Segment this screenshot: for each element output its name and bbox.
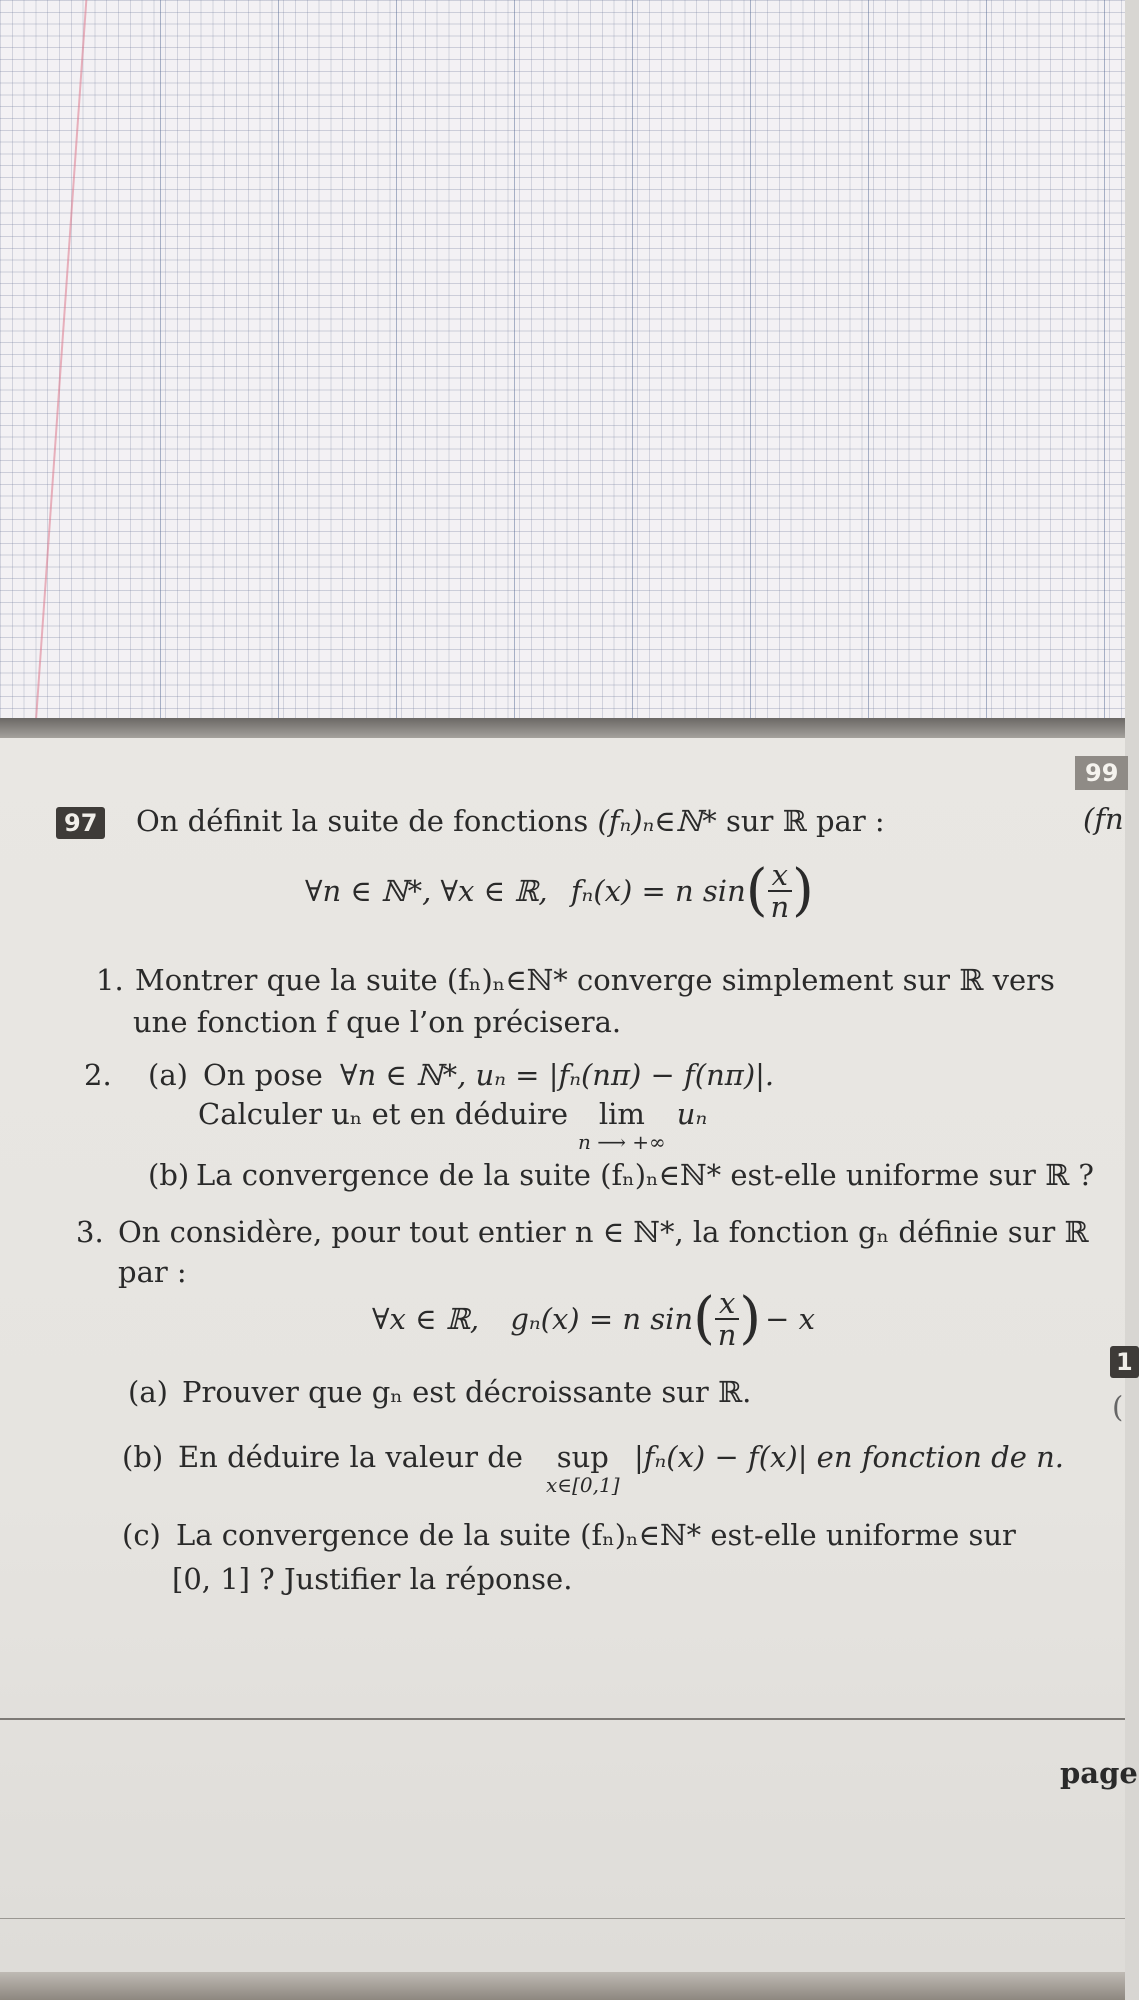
q3-tail: − x — [765, 1302, 816, 1336]
q3b-label: (b) — [122, 1440, 164, 1474]
edge-paren-fragment: ( — [1112, 1390, 1124, 1424]
intro-text-after: sur ℝ par : — [726, 804, 885, 838]
q3b-text: En déduire la valeur de — [178, 1440, 523, 1474]
grid-line — [750, 0, 751, 725]
grid-line — [868, 0, 869, 725]
q3-lhs: gₙ(x) = n sin — [510, 1302, 694, 1336]
margin-line — [35, 0, 88, 725]
grid-line — [278, 0, 279, 725]
next-exercise-fragment: (fn — [1083, 802, 1124, 836]
q1-number: 1. — [96, 963, 124, 997]
graph-paper-sheet — [0, 0, 1125, 725]
sup-operator: sup x∈[0,1] — [546, 1440, 620, 1497]
q3c-line1: La convergence de la suite (fₙ)ₙ∈ℕ* est-elle uniforme sur — [176, 1518, 1016, 1552]
exercise-number-badge: 97 — [56, 807, 105, 839]
q3-definition-formula: ∀x ∈ ℝ, gₙ(x) = n sin( $\frac{x}{n}$ ) − x — [372, 1286, 816, 1352]
limit-argument: uₙ — [676, 1097, 708, 1131]
intro-text: On définit la suite de fonctions — [136, 804, 589, 838]
q2-number: 2. — [84, 1058, 112, 1092]
definition-formula: ∀n ∈ ℕ*, ∀x ∈ ℝ, fₙ(x) = n sin( $\frac{x}{n}$ ) — [305, 858, 814, 924]
q3c-label: (c) — [122, 1518, 161, 1552]
q2a-math: ∀n ∈ ℕ*, uₙ = |fₙ(nπ) − f(nπ)|. — [340, 1058, 775, 1092]
page-label: page — [1060, 1756, 1138, 1790]
page-bottom-edge — [0, 1972, 1125, 2000]
grid-line — [160, 0, 161, 725]
intro-sequence: (fₙ)ₙ∈ℕ* — [597, 804, 717, 838]
definition-fraction: $\frac{x}{n}$ — [768, 860, 792, 922]
book-page — [0, 738, 1125, 1978]
limit-operator: lim n ⟶ +∞ — [578, 1097, 666, 1154]
grid-line — [1104, 0, 1105, 725]
page-rule — [0, 1718, 1125, 1720]
grid-line — [396, 0, 397, 725]
intro-line — [136, 804, 885, 838]
q2b-text: La convergence de la suite (fₙ)ₙ∈ℕ* est-elle uniforme sur ℝ ? — [196, 1158, 1094, 1192]
definition-quantifiers: ∀n ∈ ℕ*, ∀x ∈ ℝ, — [305, 874, 548, 908]
q3a-text: Prouver que gₙ est décroissante sur ℝ. — [182, 1375, 752, 1409]
q3b-sup — [546, 1440, 620, 1496]
paper-shadow — [0, 718, 1125, 740]
definition-lhs: fₙ(x) = n sin — [570, 874, 746, 908]
grid-line — [986, 0, 987, 725]
q1-line2: une fonction f que l’on précisera. — [133, 1005, 622, 1039]
grid-line — [632, 0, 633, 725]
q3-line1: On considère, pour tout entier n ∈ ℕ*, la fonction gₙ définie sur ℝ — [118, 1215, 1089, 1249]
q2a-label: (a) — [148, 1058, 188, 1092]
q3-quantifier: ∀x ∈ ℝ, — [372, 1302, 480, 1336]
q3-line2: par : — [118, 1255, 187, 1289]
q1-line1: Montrer que la suite (fₙ)ₙ∈ℕ* converge simplement sur ℝ vers — [135, 963, 1055, 997]
q2a-limit — [578, 1097, 707, 1153]
q3b-tail: |fₙ(x) − f(x)| en fonction de n. — [634, 1440, 1064, 1474]
q2a-line2: Calculer uₙ et en déduire — [198, 1097, 568, 1131]
q3c-line2: [0, 1] ? Justifier la réponse. — [172, 1562, 573, 1596]
q3-number: 3. — [76, 1215, 104, 1249]
edge-badge-fragment: 1 — [1110, 1346, 1139, 1378]
q3a-label: (a) — [128, 1375, 168, 1409]
grid-line — [514, 0, 515, 725]
q2a-text: On pose — [203, 1058, 323, 1092]
q2b-label: (b) — [148, 1158, 190, 1192]
next-exercise-badge: 99 — [1075, 756, 1128, 790]
q3-fraction: $\frac{x}{n}$ — [715, 1288, 739, 1350]
page-rule-bottom — [0, 1918, 1125, 1919]
